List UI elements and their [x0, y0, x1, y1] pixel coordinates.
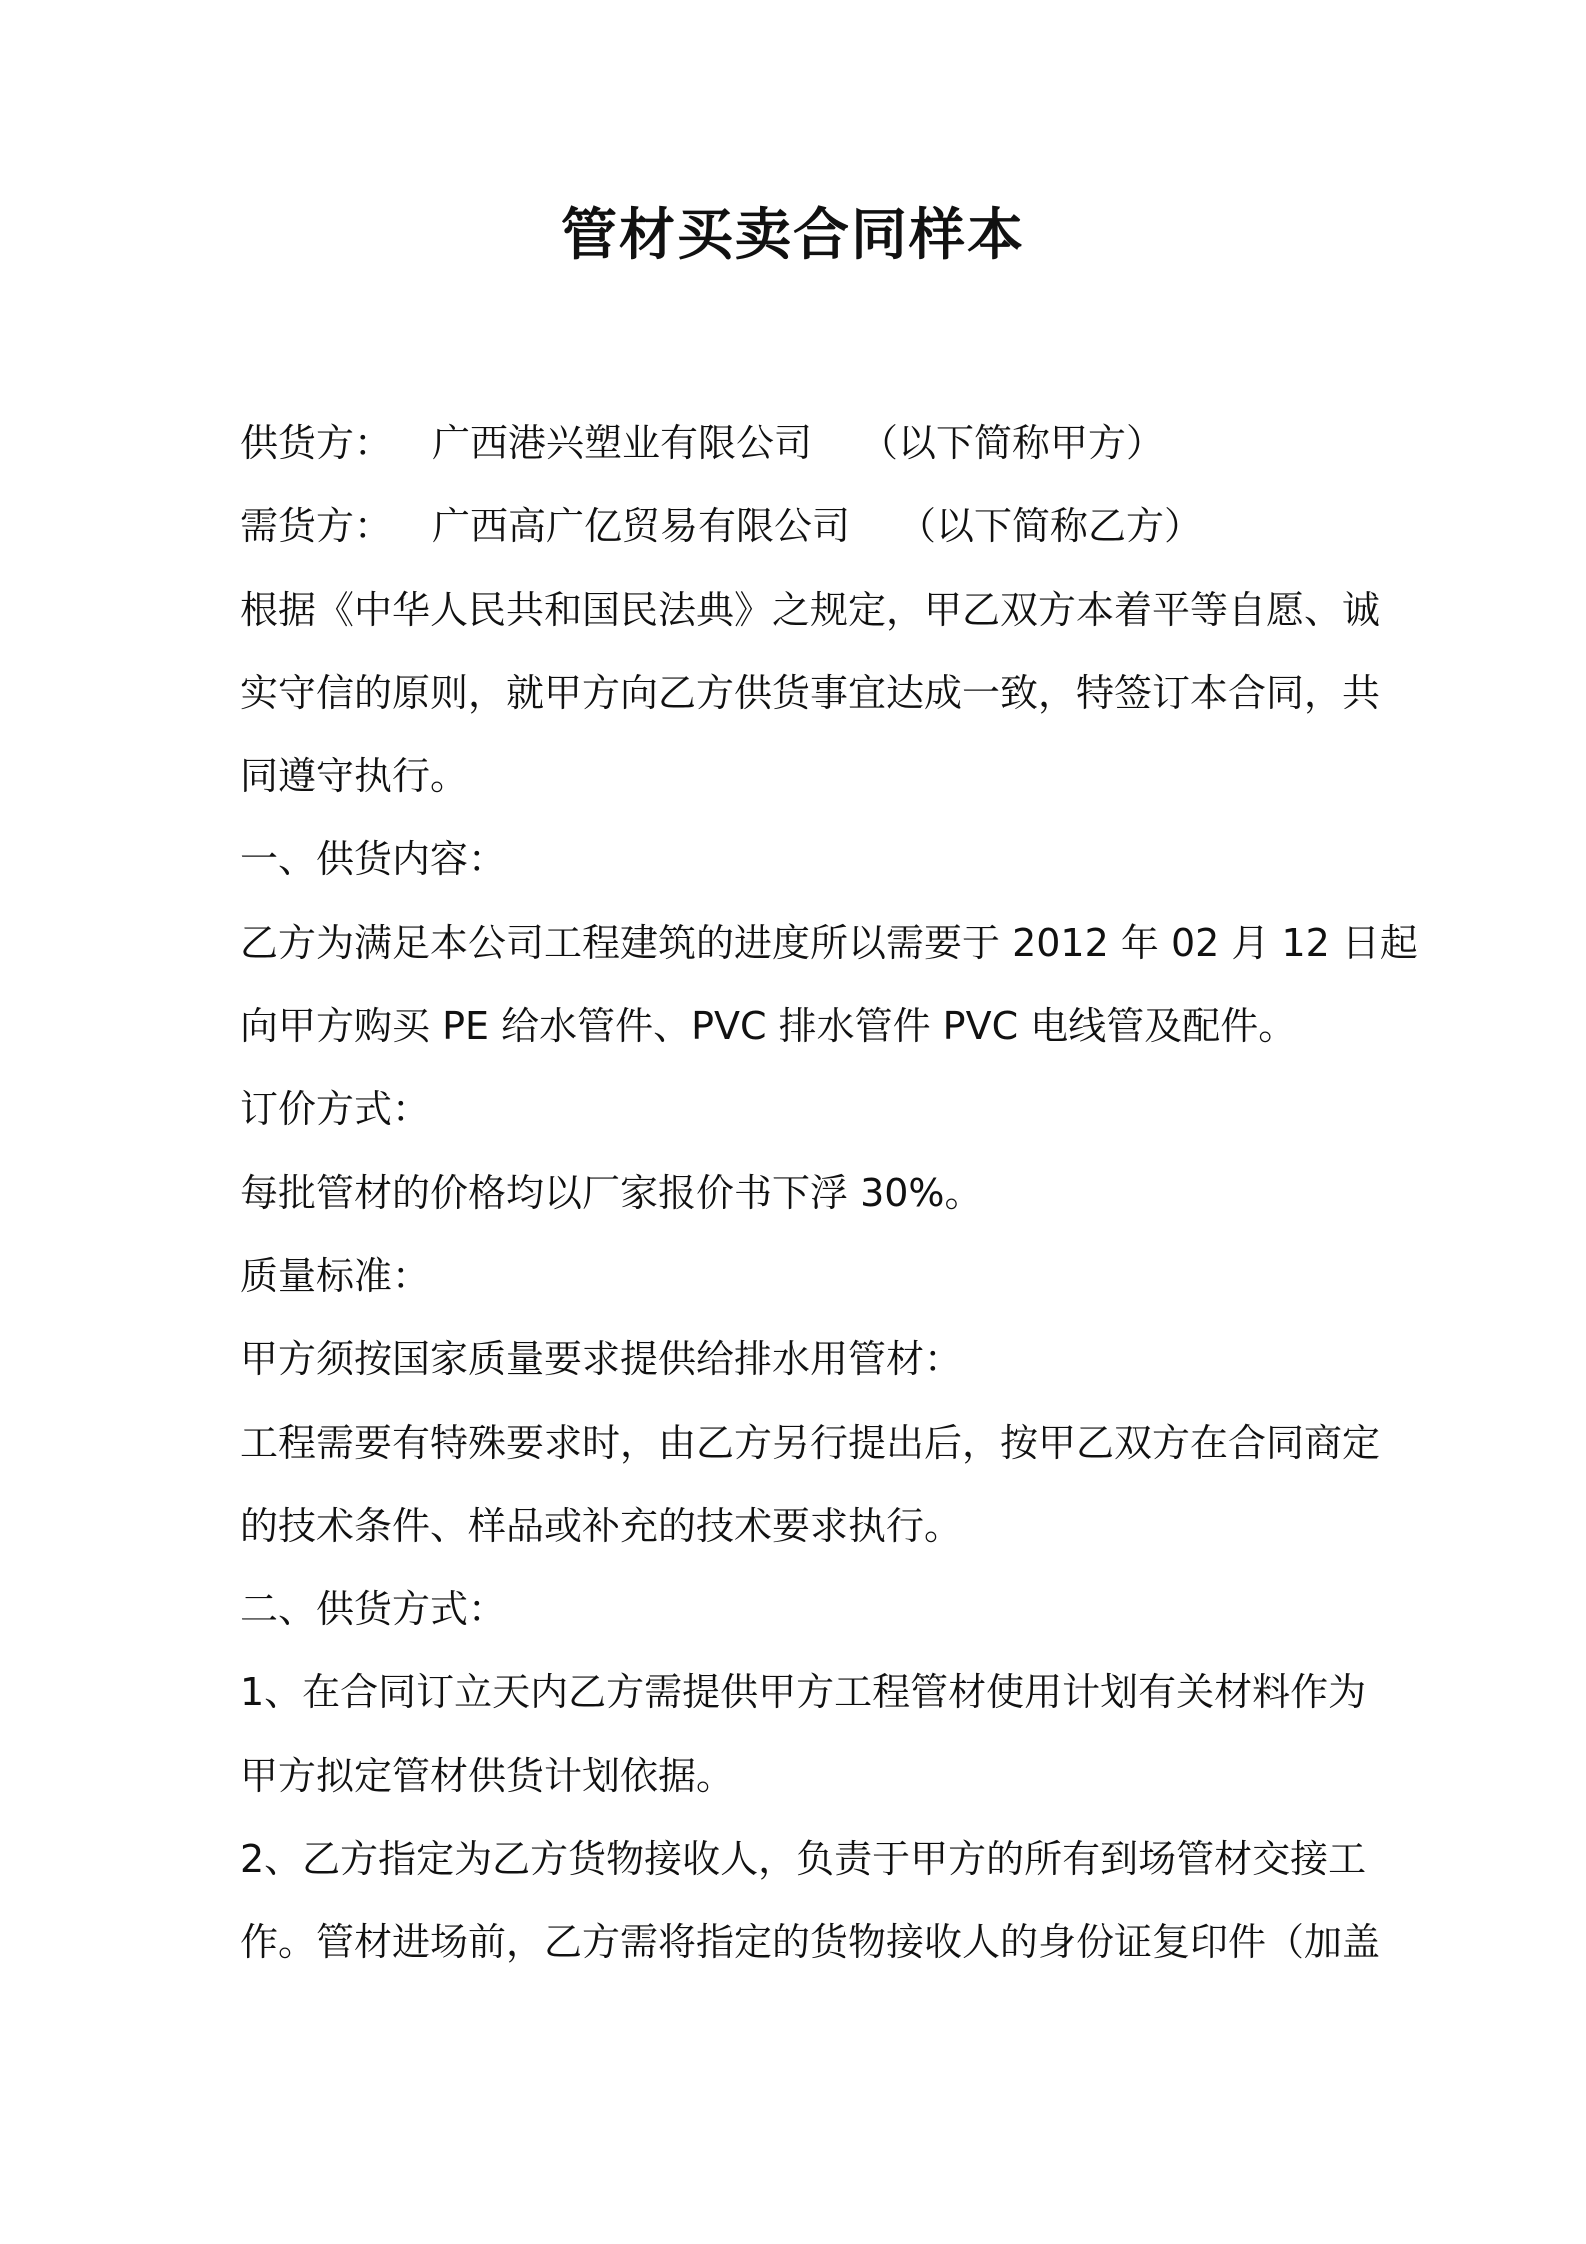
paragraph-line: 根据《中华人民共和国民法典》之规定，甲乙双方本着平等自愿、诚 [240, 587, 1381, 632]
paragraph-line: 实守信的原则，就甲方向乙方供货事宜达成一致，特签订本合同，共 [240, 670, 1381, 715]
paragraph-line: 甲方拟定管材供货计划依据。 [240, 1753, 735, 1798]
paragraph-line: 的技术条件、样品或补充的技术要求执行。 [240, 1503, 963, 1548]
supplier-line [240, 402, 1360, 485]
paragraph-line: 甲方须按国家质量要求提供给排水用管材： [240, 1337, 963, 1382]
supplier-alias: （以下简称甲方） [860, 421, 1165, 465]
supplier-name: 广西港兴塑业有限公司 [432, 421, 813, 465]
paragraph-line: 向甲方购买 PE 给水管件、PVC 排水管件 PVC 电线管及配件。 [240, 1004, 1297, 1049]
paragraph-line: 2、乙方指定为乙方货物接收人，负责于甲方的所有到场管材交接工 [240, 1837, 1367, 1882]
buyer-line [240, 485, 1360, 568]
paragraph-line: 1、在合同订立天内乙方需提供甲方工程管材使用计划有关材料作为 [240, 1670, 1367, 1715]
paragraph-line: 工程需要有特殊要求时，由乙方另行提出后，按甲乙双方在合同商定 [240, 1420, 1381, 1465]
buyer-label: 需货方： [240, 504, 393, 549]
buyer-name: 广西高广亿贸易有限公司 [432, 504, 851, 549]
paragraph-line: 同遵守执行。 [240, 754, 469, 799]
paragraph-line: 乙方为满足本公司工程建筑的进度所以需要于 2012 年 02 月 12 日起 [240, 920, 1418, 965]
supplier-label: 供货方： [240, 421, 393, 465]
section-heading: 二、供货方式： [240, 1587, 507, 1632]
buyer-alias: （以下简称乙方） [898, 504, 1203, 549]
subsection-heading: 订价方式： [240, 1087, 431, 1132]
paragraph-line: 作。管材进场前，乙方需将指定的货物接收人的身份证复印件（加盖 [240, 1920, 1381, 1965]
document-body [240, 402, 1418, 1985]
document-title: 管材买卖合同样本 [561, 203, 1025, 268]
paragraph-line: 每批管材的价格均以厂家报价书下浮 30%。 [240, 1170, 983, 1215]
section-heading: 一、供货内容： [240, 837, 507, 882]
subsection-heading: 质量标准： [240, 1253, 431, 1298]
